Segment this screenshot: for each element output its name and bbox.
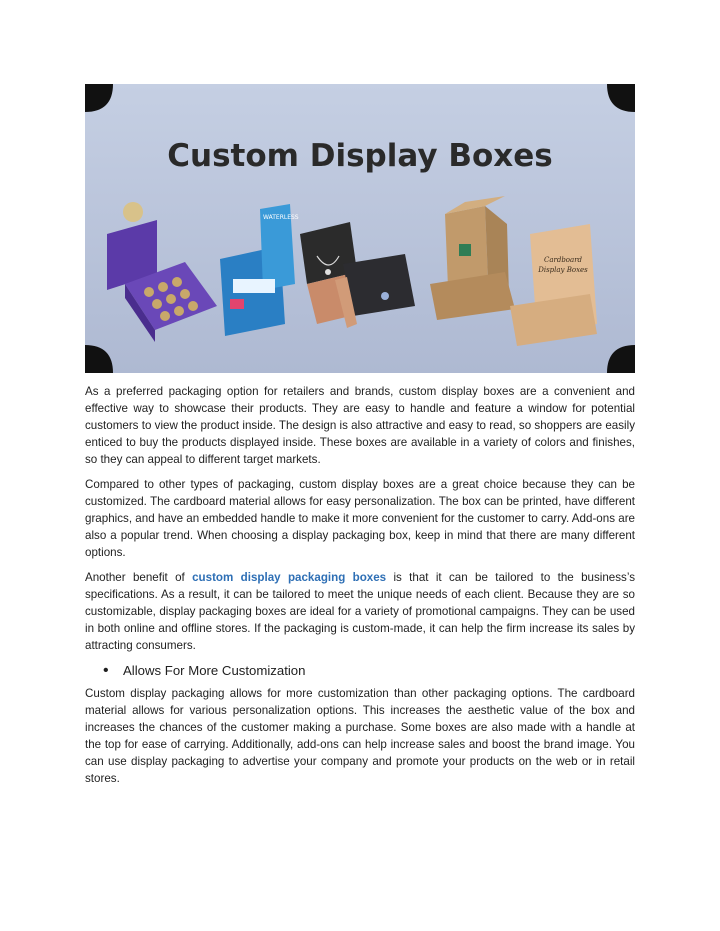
box-label-line1: Cardboard bbox=[543, 256, 583, 264]
bullet-item bbox=[85, 662, 635, 679]
paragraph-4: Custom display packaging allows for more customization than other packaging options. The cardboard material allows for various personalization options. This increases the aesthetic value of the box and increases the chances of the customer making a purchase. Some boxes are also made with a handle at the top for ease of carrying. Additionally, add-ons can help increase sales and boost the brand image. You can use display packaging to advertise your company and promote your products on the web or in retail stores. bbox=[85, 687, 635, 785]
waterless-label: WATERLESS bbox=[263, 214, 299, 221]
hero-illustration bbox=[85, 84, 635, 373]
paragraph-1: As a preferred packaging option for retailers and brands, custom display boxes are a convenient and effective way to showcase their products. They are easy to handle and feature a window for potential customers to view the product inside. The design is also attractive and easy to read, so shoppers are easily enticed to buy the products displayed inside. These boxes are available in a variety of colors and finishes, so they can appeal to different target markets. bbox=[85, 385, 635, 466]
custom-display-packaging-boxes-link[interactable]: custom display packaging boxes bbox=[192, 571, 387, 584]
hero-image bbox=[85, 84, 635, 373]
paragraph-2: Compared to other types of packaging, custom display boxes are a great choice because they can be customized. The cardboard material allows for easy personalization. The box can be printed, have different graphics, and have an embedded handle to make it more convenient for the customer to carry. Add-ons are also a popular trend. When choosing a display packaging box, keep in mind that there are many different options. bbox=[85, 478, 635, 559]
paragraph-3-rest: is that it can be tailored to the business’s specifications. As a result, it can be tailored to meet the unique needs of each client. Because they are so customizable, display packaging boxes are ideal for a variety of promotional campaigns. They can be used in both online and offline stores. If the packaging is custom-made, it can help the firm increase its sales by attracting consumers. bbox=[85, 571, 635, 652]
paragraph-3-intro: Another benefit of bbox=[85, 571, 193, 584]
article-body bbox=[85, 383, 635, 795]
bullet-icon: • bbox=[103, 662, 109, 679]
box-label-line2: Display Boxes bbox=[538, 266, 588, 274]
paragraph-3 bbox=[85, 569, 635, 654]
hero-title: Custom Display Boxes bbox=[167, 138, 553, 174]
section-heading: Allows For More Customization bbox=[123, 663, 306, 678]
